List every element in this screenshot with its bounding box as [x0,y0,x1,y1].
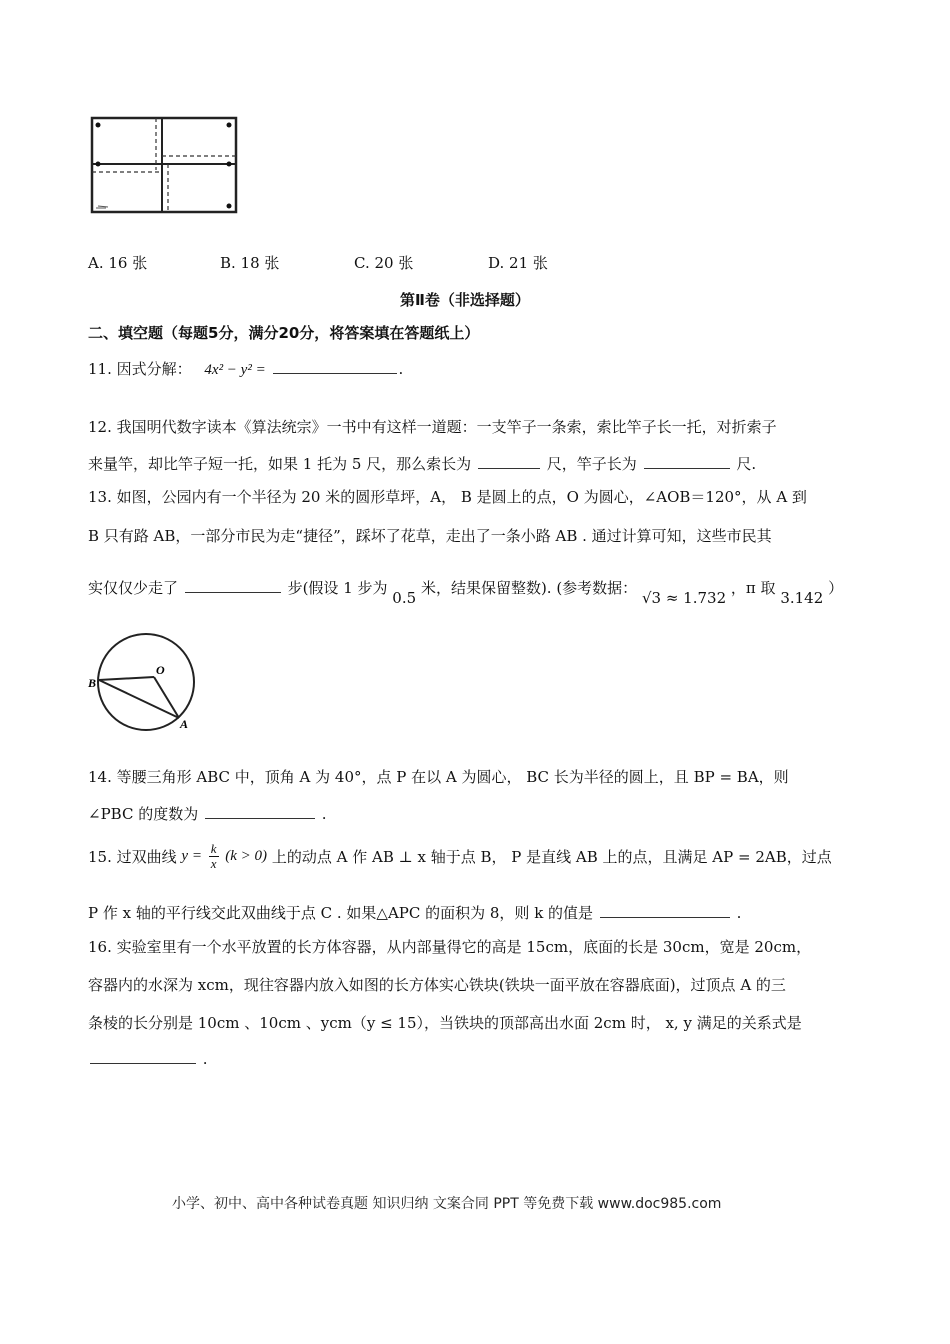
q12-text-c: 尺. [736,455,757,473]
q16-answer-blank[interactable] [90,1062,196,1064]
q13-close-paren: ） [828,579,844,597]
q13-text-a: 实仅仅少走了 [88,579,179,597]
q15-prefix: 15. 过双曲线 [88,848,177,866]
question-16-line2: 容器内的水深为 xcm，现往容器内放入如图的长方体实心铁块(铁块一面平放在容器底面)，过顶点 A 的三 [88,976,786,994]
question-13-line1: 13. 如图，公园内有一个半径为 20 米的圆形草坪，A， B 是圆上的点，O 为圆心，∠AOB＝120°，从 A 到 [88,488,807,506]
section-title: 第Ⅱ卷（非选择题） [400,291,530,309]
label-a: A [180,717,189,731]
question-12-line1: 12. 我国明代数字读本《算法统宗》一书中有这样一道题：一支竿子一条索，索比竿子长一托，对折索子 [88,418,777,436]
label-b: B [88,676,97,690]
q11-label: 11. 因式分解： [88,360,192,378]
q12-text-b: 尺，竿子长为 [546,455,637,473]
option-b: B. 18 张 [220,254,280,272]
circle-figure [84,632,214,742]
q11-answer-blank[interactable] [273,372,397,374]
question-13-line3 [88,577,844,607]
q12-blank-pole[interactable] [644,467,730,469]
question-11: 11. 因式分解： 4x² − y² = . [88,360,404,378]
question-15-line1 [88,842,832,871]
panels-figure [88,112,240,218]
question-16-line3: 条棱的长分别是 10cm 、10cm 、ycm（y ≤ 15），当铁块的顶部高出水面 2cm 时， x, y 满足的关系式是 [88,1014,802,1032]
q14-text-b: . [321,805,327,823]
q15-y-eq: y = [181,848,202,864]
question-16-line1: 16. 实验室里有一个水平放置的长方体容器，从内部量得它的高是 15cm，底面的长是 30cm，宽是 20cm， [88,938,812,956]
q15-text-b: . [736,904,742,922]
q14-text-a: ∠PBC 的度数为 [88,805,199,823]
page-footer: 小学、初中、高中各种试卷真题 知识归纳 文案合同 PPT 等免费下载 www.doc985.com [172,1196,722,1212]
q13-pi-label: ，π 取 [730,579,776,597]
q12-blank-rope[interactable] [478,467,540,469]
q13-answer-blank[interactable] [185,591,281,593]
q15-frac-num: k [210,841,217,856]
option-c: C. 20 张 [354,254,414,272]
part-heading: 二、填空题（每题5分，满分20分，将答案填在答题纸上） [88,324,480,342]
q15-answer-blank[interactable] [600,916,730,918]
question-14-line2 [88,803,327,824]
q14-answer-blank[interactable] [205,817,315,819]
q15-condition: (k > 0) [225,848,268,864]
option-a: A. 16 张 [88,254,148,272]
q13-pi-value: 3.142 [780,589,824,607]
q15-fraction [209,842,219,871]
q16-end: . [202,1050,208,1068]
q13-step-value: 0.5 [392,589,417,607]
question-13-line2: B 只有路 AB，一部分市民为走“捷径”，踩坏了花草，走出了一条小路 AB . 通过计算可知，这些市民其 [88,527,772,545]
q13-text-c: 米，结果保留整数). (参考数据： [420,579,638,597]
q12-text-a: 来量竿，却比竿子短一托，如果 1 托为 5 尺，那么索长为 [88,455,472,473]
option-d: D. 21 张 [488,254,548,272]
question-16-line4 [88,1050,208,1068]
q11-expression: 4x² − y² = [204,362,266,378]
question-15-line2 [88,902,741,923]
q13-sqrt-value: √3 ≈ 1.732 [641,589,727,607]
question-14-line1: 14. 等腰三角形 ABC 中，顶角 A 为 40°，点 P 在以 A 为圆心， BC 长为半径的圆上，且 BP = BA，则 [88,768,789,786]
q15-frac-den: x [210,856,217,871]
q15-rest: 上的动点 A 作 AB ⊥ x 轴于点 B， P 是直线 AB 上的点，且满足 AP = 2AB，过点 [271,848,832,866]
label-o: O [156,663,165,677]
q15-text-a: P 作 x 轴的平行线交此双曲线于点 C . 如果△APC 的面积为 8，则 k 的值是 [88,904,594,922]
question-12-line2 [88,453,756,474]
q13-text-b: 步(假设 1 步为 [287,579,388,597]
